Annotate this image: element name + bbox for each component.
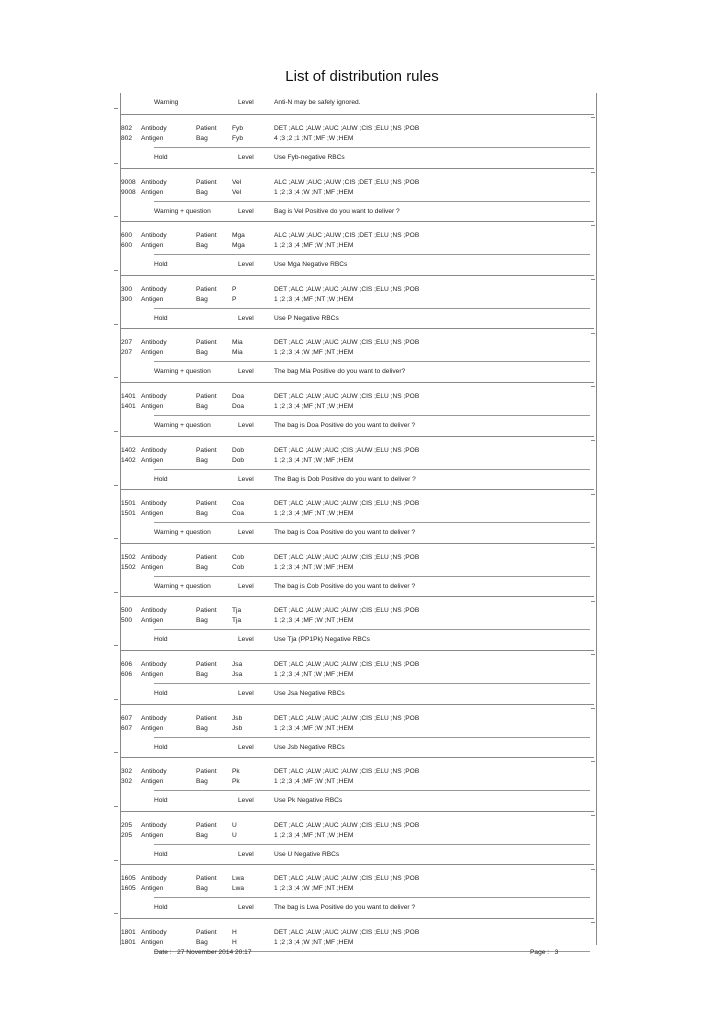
footer-page [530,949,558,956]
rule-antigen: Lwa [232,875,245,883]
rule-antigen: P [232,285,237,293]
rule-antigen: U [232,831,237,839]
antigen-rule: 1 ;2 ;3 ;4 ;NT ;W ;MF ;HEM [274,563,354,571]
margin-tick-left [114,752,118,753]
action-message: Use Tja (PP1Pk) Negative RBCs [274,636,370,644]
rule-code: 9008 [121,188,136,196]
rule-type-antibody: Antibody [141,446,167,454]
action-message: The bag Mia Positive do you want to deliver? [274,368,406,376]
rule-antigen: Dob [232,446,245,454]
rule-code: 300 [121,285,133,293]
footer-date-value: 27 November 2014 20:17 [177,949,252,956]
level-label: Level [238,797,254,805]
action-message: The bag is Coa Positive do you want to deliver ? [274,529,416,537]
action-text: Hold [154,154,168,161]
rule-subject-patient: Patient [196,392,217,400]
antibody-rule: DET ;ALC ;ALW ;AUC ;AUW ;CIS ;ELU ;NS ;POB [274,339,420,347]
rule-type-antigen: Antigen [141,778,164,786]
rule-antigen: H [232,938,237,946]
rule-code: 205 [121,821,133,829]
rule-antigen: Lwa [232,885,245,893]
inner-divider [154,254,590,255]
margin-tick-left [114,485,118,486]
rule-subject-bag: Bag [196,135,208,142]
action-text: Warning + question [154,421,211,429]
action-message: Anti-N may be safely ignored. [274,99,361,106]
rule-subject-patient: Patient [196,821,217,829]
rule-code: 302 [121,768,133,776]
antibody-rule: DET ;ALC ;ALW ;AUC ;AUW ;CIS ;ELU ;NS ;POB [274,714,420,722]
rule-subject-patient: Patient [196,714,217,722]
margin-tick-left [114,270,118,271]
action-message: The bag is Doa Positive do you want to deliver ? [274,421,416,429]
margin-tick-right [591,761,595,762]
rule-code: 302 [121,778,133,786]
level-label: Level [238,99,254,106]
rule-code: 600 [121,232,133,240]
rule-antigen: Mia [232,339,243,347]
antibody-rule: DET ;ALC ;ALW ;AUC ;AUW ;CIS ;ELU ;NS ;POB [274,607,420,615]
action-message: Use Mga Negative RBCs [274,261,348,269]
inner-divider [154,147,590,148]
footer-page-label: Page : [530,949,550,956]
rule-block [121,169,594,223]
margin-tick-left [114,377,118,378]
margin-tick-right [591,440,595,441]
page-title: List of distribution rules [285,68,439,85]
action-text: Warning + question [154,368,211,376]
rule-type-antibody: Antibody [141,392,167,400]
level-label: Level [238,904,254,912]
inner-divider [154,737,590,738]
action-message: Use P Negative RBCs [274,314,339,322]
rule-type-antigen: Antigen [141,242,164,250]
margin-tick-left [114,913,118,914]
margin-tick-left [114,860,118,861]
antigen-rule: 1 ;2 ;3 ;4 ;MF ;W ;NT ;HEM [274,617,354,625]
rule-code: 607 [121,714,133,722]
rule-type-antigen: Antigen [141,938,164,946]
rule-code: 500 [121,607,133,615]
rule-type-antigen: Antigen [141,510,164,518]
rule-code: 1501 [121,510,136,518]
action-message: Use U Negative RBCs [274,850,340,858]
rule-antigen: Doa [232,402,245,410]
antibody-rule: DET ;ALC ;ALW ;AUC ;CIS ;AUW ;ELU ;NS ;POB [274,446,420,454]
antibody-rule: DET ;ALC ;ALW ;AUC ;AUW ;CIS ;ELU ;NS ;POB [274,500,420,508]
rule-type-antibody: Antibody [141,714,167,722]
inner-divider [154,469,590,470]
margin-tick-left [114,216,118,217]
action-text: Hold [154,475,168,483]
antigen-rule: 1 ;2 ;3 ;4 ;NT ;W ;MF ;HEM [274,456,354,464]
rule-subject-bag: Bag [196,617,208,625]
rule-antigen: P [232,295,237,303]
action-message: Use Fyb-negative RBCs [274,154,345,161]
rule-type-antigen: Antigen [141,563,164,571]
rule-code: 500 [121,617,133,625]
action-message: The Bag is Dob Positive do you want to deliver ? [274,475,416,483]
rule-code: 607 [121,724,133,732]
rule-subject-bag: Bag [196,188,208,196]
rule-antigen: Pk [232,768,240,776]
rule-antigen: U [232,821,237,829]
margin-tick-left [114,538,118,539]
rules-list [121,93,594,973]
inner-divider [154,683,590,684]
rule-antigen: Vel [232,178,242,186]
rule-antigen: Tja [232,607,242,615]
action-message: Use Jsa Negative RBCs [274,689,345,697]
rule-antigen: Jsa [232,670,243,678]
antigen-rule: 1 ;2 ;3 ;4 ;W ;MF ;NT ;HEM [274,885,354,893]
action-text: Hold [154,689,168,697]
level-label: Level [238,261,254,269]
level-label: Level [238,154,254,161]
antigen-rule: 1 ;2 ;3 ;4 ;MF ;NT ;W ;HEM [274,510,354,518]
rule-type-antibody: Antibody [141,125,167,132]
antigen-rule: 1 ;2 ;3 ;4 ;W ;NT ;MF ;HEM [274,188,354,196]
action-text: Warning + question [154,207,211,215]
rule-block [121,758,594,812]
rule-block [121,437,594,491]
rule-antigen: Coa [232,510,245,518]
rule-code: 600 [121,242,133,250]
rule-antigen: H [232,928,237,936]
rule-type-antibody: Antibody [141,232,167,240]
rule-code: 606 [121,670,133,678]
level-label: Level [238,529,254,537]
action-message: Use Pk Negative RBCs [274,797,343,805]
rule-antigen: Tja [232,617,242,625]
rule-code: 1402 [121,446,136,454]
rule-block [121,329,594,383]
rule-subject-bag: Bag [196,885,208,893]
antibody-rule: DET ;ALC ;ALW ;AUC ;AUW ;CIS ;ELU ;NS ;POB [274,125,420,132]
rule-antigen: Fyb [232,125,243,132]
antibody-rule: DET ;ALC ;ALW ;AUC ;AUW ;CIS ;ELU ;NS ;POB [274,928,420,936]
rule-type-antigen: Antigen [141,724,164,732]
rule-antigen: Fyb [232,135,243,142]
inner-divider [154,629,590,630]
rule-type-antibody: Antibody [141,500,167,508]
rule-subject-bag: Bag [196,778,208,786]
rule-code: 1502 [121,563,136,571]
footer-date-label: Date : [154,949,172,956]
rule-type-antibody: Antibody [141,607,167,615]
action-message: Use Jsb Negative RBCs [274,743,345,751]
rule-code: 606 [121,660,133,668]
rule-subject-patient: Patient [196,339,217,347]
rule-subject-patient: Patient [196,500,217,508]
rule-type-antibody: Antibody [141,553,167,561]
rule-subject-bag: Bag [196,938,208,946]
inner-divider [154,308,590,309]
inner-divider [154,844,590,845]
rule-code: 9008 [121,178,136,186]
rule-code: 207 [121,349,133,357]
rule-code: 1801 [121,928,136,936]
margin-tick-right [591,708,595,709]
level-label: Level [238,850,254,858]
rule-subject-patient: Patient [196,660,217,668]
rule-block [121,544,594,598]
rule-subject-bag: Bag [196,670,208,678]
rule-type-antigen: Antigen [141,617,164,625]
action-text: Hold [154,743,168,751]
rule-subject-patient: Patient [196,875,217,883]
action-text: Hold [154,797,168,805]
action-message: Bag is Vel Positive do you want to deliver ? [274,207,400,215]
antibody-rule: DET ;ALC ;ALW ;AUC ;AUW ;CIS ;ELU ;NS ;POB [274,553,420,561]
margin-tick-right [591,547,595,548]
rule-type-antigen: Antigen [141,670,164,678]
rule-type-antibody: Antibody [141,875,167,883]
rule-antigen: Coa [232,500,245,508]
rule-antigen: Cob [232,553,245,561]
rule-subject-patient: Patient [196,768,217,776]
rule-antigen: Doa [232,392,245,400]
antigen-rule: 1 ;2 ;3 ;4 ;W ;NT ;MF ;HEM [274,938,354,946]
margin-tick-left [114,431,118,432]
margin-tick-right [591,386,595,387]
inner-divider [154,790,590,791]
margin-tick-left [114,324,118,325]
rule-block [121,276,594,330]
action-text: Hold [154,850,168,858]
level-label: Level [238,368,254,376]
rule-type-antigen: Antigen [141,188,164,196]
rule-subject-patient: Patient [196,232,217,240]
rule-block [121,865,594,919]
rule-subject-patient: Patient [196,285,217,293]
rule-block [121,705,594,759]
rule-subject-patient: Patient [196,553,217,561]
rule-subject-bag: Bag [196,563,208,571]
rule-antigen: Dob [232,456,245,464]
margin-tick-left [114,699,118,700]
margin-tick-right [591,225,595,226]
action-message: The bag is Cob Positive do you want to deliver ? [274,582,416,590]
inner-divider [154,201,590,202]
level-label: Level [238,689,254,697]
rule-subject-patient: Patient [196,178,217,186]
inner-divider [154,897,590,898]
rule-antigen: Mga [232,232,245,240]
rule-code: 207 [121,339,133,347]
rule-block [121,490,594,544]
rule-code: 802 [121,135,133,142]
level-label: Level [238,582,254,590]
antibody-rule: DET ;ALC ;ALW ;AUC ;AUW ;CIS ;ELU ;NS ;POB [274,285,420,293]
margin-tick-right [591,117,595,118]
rule-block [121,383,594,437]
action-text: Hold [154,261,168,269]
action-text: Hold [154,314,168,322]
rule-type-antigen: Antigen [141,349,164,357]
level-label: Level [238,743,254,751]
rule-block [121,812,594,866]
inner-divider [154,522,590,523]
antibody-rule: ALC ;ALW ;AUC ;AUW ;CIS ;DET ;ELU ;NS ;POB [274,232,420,240]
antigen-rule: 1 ;2 ;3 ;4 ;MF ;W ;NT ;HEM [274,778,354,786]
margin-tick-right [591,922,595,923]
rule-subject-bag: Bag [196,402,208,410]
rule-type-antibody: Antibody [141,928,167,936]
rule-antigen: Jsb [232,714,243,722]
margin-tick-right [591,172,595,173]
antigen-rule: 1 ;2 ;3 ;4 ;MF ;NT ;W ;HEM [274,831,354,839]
rule-antigen: Cob [232,563,245,571]
rule-block-intro [121,93,594,115]
action-text: Hold [154,636,168,644]
rule-subject-patient: Patient [196,446,217,454]
rule-code: 1502 [121,553,136,561]
antibody-rule: DET ;ALC ;ALW ;AUC ;AUW ;CIS ;ELU ;NS ;POB [274,768,420,776]
action-text: Hold [154,904,168,912]
level-label: Level [238,475,254,483]
rule-antigen: Mga [232,242,245,250]
rule-subject-bag: Bag [196,831,208,839]
antigen-rule: 1 ;2 ;3 ;4 ;MF ;NT ;W ;HEM [274,402,354,410]
antigen-rule: 1 ;2 ;3 ;4 ;NT ;W ;MF ;HEM [274,670,354,678]
rule-block [121,919,594,973]
rule-type-antigen: Antigen [141,135,164,142]
level-label: Level [238,636,254,644]
rule-blocks [121,115,594,973]
margin-tick-left [114,645,118,646]
rule-subject-patient: Patient [196,928,217,936]
rule-subject-bag: Bag [196,242,208,250]
rule-type-antibody: Antibody [141,768,167,776]
antibody-rule: DET ;ALC ;ALW ;AUC ;AUW ;CIS ;ELU ;NS ;POB [274,660,420,668]
footer-page-number: 3 [554,949,559,956]
inner-divider [154,415,590,416]
action-text: Warning [154,99,179,106]
margin-tick-left [114,806,118,807]
margin-tick-right [591,815,595,816]
antigen-rule: 1 ;2 ;3 ;4 ;MF ;W ;NT ;HEM [274,724,354,732]
action-text: Warning + question [154,529,211,537]
level-label: Level [238,314,254,322]
rule-type-antigen: Antigen [141,831,164,839]
rule-block [121,651,594,705]
rule-block [121,222,594,276]
rule-code: 1801 [121,938,136,946]
margin-tick-left [114,592,118,593]
rule-type-antigen: Antigen [141,402,164,410]
antigen-rule: 1 ;2 ;3 ;4 ;MF ;W ;NT ;HEM [274,242,354,250]
rule-code: 1402 [121,456,136,464]
rule-type-antibody: Antibody [141,285,167,293]
rule-code: 1401 [121,402,136,410]
rule-antigen: Vel [232,188,242,196]
rule-code: 1605 [121,875,136,883]
inner-divider [154,361,590,362]
rule-code: 300 [121,295,133,303]
rule-code: 1501 [121,500,136,508]
margin-tick-right [591,654,595,655]
rule-antigen: Pk [232,778,240,786]
margin-tick-right [591,869,595,870]
rule-subject-bag: Bag [196,724,208,732]
margin-tick-left [114,108,118,109]
margin-tick-right [591,279,595,280]
rule-subject-bag: Bag [196,349,208,357]
antigen-rule: 4 ;3 ;2 ;1 ;NT ;MF ;W ;HEM [274,135,354,142]
rule-code: 1401 [121,392,136,400]
rule-type-antigen: Antigen [141,295,164,303]
rule-code: 205 [121,831,133,839]
rule-block [121,597,594,651]
rule-antigen: Mia [232,349,243,357]
antibody-rule: DET ;ALC ;ALW ;AUC ;AUW ;CIS ;ELU ;NS ;POB [274,392,420,400]
level-label: Level [238,421,254,429]
rule-type-antibody: Antibody [141,821,167,829]
antibody-rule: DET ;ALC ;ALW ;AUC ;AUW ;CIS ;ELU ;NS ;POB [274,821,420,829]
rule-subject-bag: Bag [196,510,208,518]
antibody-rule: DET ;ALC ;ALW ;AUC ;AUW ;CIS ;ELU ;NS ;POB [274,875,420,883]
margin-tick-left [114,163,118,164]
rule-type-antibody: Antibody [141,660,167,668]
rule-block [121,115,594,169]
rule-code: 1605 [121,885,136,893]
margin-tick-right [591,494,595,495]
rule-type-antibody: Antibody [141,178,167,186]
rule-antigen: Jsa [232,660,243,668]
rule-code: 802 [121,125,133,132]
rule-subject-patient: Patient [196,125,217,132]
rule-subject-bag: Bag [196,295,208,303]
level-label: Level [238,207,254,215]
rule-type-antigen: Antigen [141,456,164,464]
margin-tick-right [591,601,595,602]
rule-subject-bag: Bag [196,456,208,464]
action-message: The bag is Lwa Positive do you want to deliver ? [274,904,416,912]
antibody-rule: ALC ;ALW ;AUC ;AUW ;CIS ;DET ;ELU ;NS ;POB [274,178,420,186]
rule-type-antibody: Antibody [141,339,167,347]
action-text: Warning + question [154,582,211,590]
rule-subject-patient: Patient [196,607,217,615]
margin-tick-right [591,333,595,334]
rule-antigen: Jsb [232,724,243,732]
footer-date [154,949,252,956]
rule-type-antigen: Antigen [141,885,164,893]
inner-divider [154,576,590,577]
antigen-rule: 1 ;2 ;3 ;4 ;MF ;NT ;W ;HEM [274,295,354,303]
antigen-rule: 1 ;2 ;3 ;4 ;W ;MF ;NT ;HEM [274,349,354,357]
